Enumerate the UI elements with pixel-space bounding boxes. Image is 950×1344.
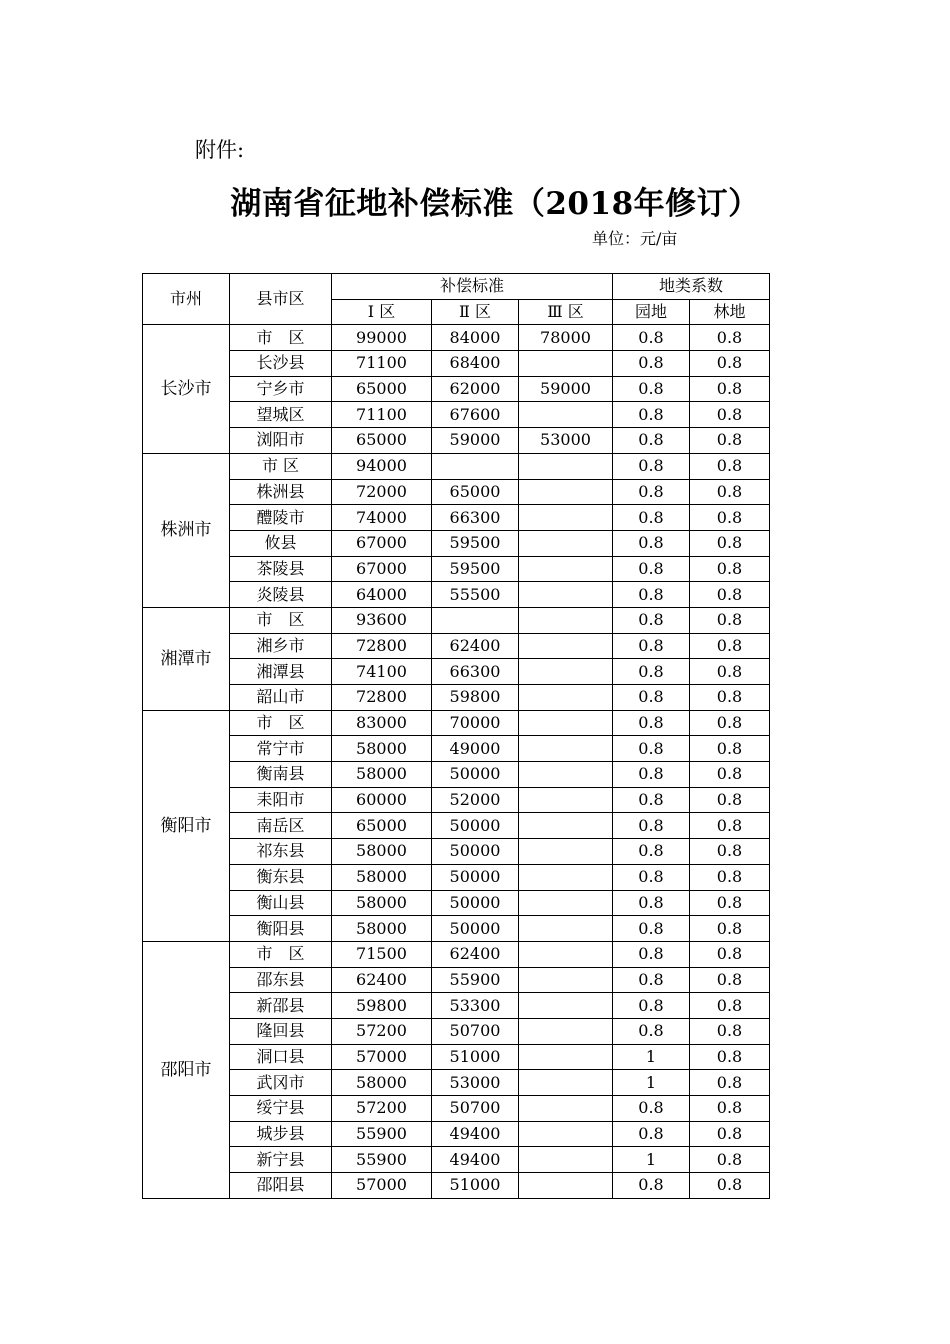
zone3-cell <box>519 762 613 788</box>
zone3-cell: 78000 <box>519 325 613 351</box>
table-row <box>143 787 770 813</box>
zone1-cell: 74000 <box>332 505 432 531</box>
zone3-cell <box>519 402 613 428</box>
county-cell: 新宁县 <box>230 1147 332 1173</box>
orchard-coef-cell: 0.8 <box>613 351 690 377</box>
table-row <box>143 1173 770 1199</box>
zone3-cell <box>519 916 613 942</box>
table-row <box>143 1096 770 1122</box>
zone3-cell <box>519 787 613 813</box>
zone1-cell: 65000 <box>332 813 432 839</box>
forest-coef-cell: 0.8 <box>690 402 770 428</box>
zone2-cell: 65000 <box>432 479 519 505</box>
orchard-coef-cell: 1 <box>613 1147 690 1173</box>
zone2-cell: 59800 <box>432 685 519 711</box>
table-row <box>143 479 770 505</box>
county-cell: 新邵县 <box>230 993 332 1019</box>
zone1-cell: 94000 <box>332 453 432 479</box>
zone1-cell: 71500 <box>332 941 432 967</box>
zone1-cell: 99000 <box>332 325 432 351</box>
orchard-coef-cell: 0.8 <box>613 710 690 736</box>
zone3-cell <box>519 1070 613 1096</box>
zone2-cell: 49000 <box>432 736 519 762</box>
county-cell: 武冈市 <box>230 1070 332 1096</box>
county-cell: 邵东县 <box>230 967 332 993</box>
compensation-table <box>142 273 770 1199</box>
orchard-coef-cell: 1 <box>613 1044 690 1070</box>
forest-coef-cell: 0.8 <box>690 556 770 582</box>
orchard-coef-cell: 0.8 <box>613 685 690 711</box>
forest-coef-cell: 0.8 <box>690 325 770 351</box>
zone3-cell <box>519 967 613 993</box>
forest-coef-cell: 0.8 <box>690 941 770 967</box>
zone2-cell: 50000 <box>432 762 519 788</box>
zone2-cell: 55500 <box>432 582 519 608</box>
orchard-coef-cell: 0.8 <box>613 864 690 890</box>
county-cell: 宁乡市 <box>230 376 332 402</box>
zone1-cell: 71100 <box>332 351 432 377</box>
forest-coef-cell: 0.8 <box>690 967 770 993</box>
zone2-cell: 49400 <box>432 1121 519 1147</box>
orchard-coef-cell: 0.8 <box>613 1173 690 1199</box>
county-cell: 炎陵县 <box>230 582 332 608</box>
orchard-coef-cell: 0.8 <box>613 530 690 556</box>
zone2-cell: 50000 <box>432 890 519 916</box>
orchard-coef-cell: 0.8 <box>613 762 690 788</box>
attachment-label: 附件: <box>195 138 245 162</box>
forest-coef-cell: 0.8 <box>690 376 770 402</box>
zone3-cell <box>519 813 613 839</box>
orchard-coef-cell: 0.8 <box>613 787 690 813</box>
table-row <box>143 916 770 942</box>
table-row <box>143 1147 770 1173</box>
table-row <box>143 993 770 1019</box>
orchard-coef-cell: 0.8 <box>613 839 690 865</box>
forest-coef-cell: 0.8 <box>690 1121 770 1147</box>
table-row <box>143 351 770 377</box>
orchard-coef-cell: 0.8 <box>613 582 690 608</box>
zone1-cell: 57000 <box>332 1044 432 1070</box>
orchard-coef-cell: 0.8 <box>613 890 690 916</box>
table-row <box>143 1044 770 1070</box>
county-cell: 邵阳县 <box>230 1173 332 1199</box>
zone1-cell: 57200 <box>332 1096 432 1122</box>
header-zone1: Ⅰ 区 <box>332 299 432 325</box>
county-cell: 湘潭县 <box>230 659 332 685</box>
orchard-coef-cell: 0.8 <box>613 325 690 351</box>
orchard-coef-cell: 0.8 <box>613 736 690 762</box>
zone2-cell: 52000 <box>432 787 519 813</box>
county-cell: 耒阳市 <box>230 787 332 813</box>
forest-coef-cell: 0.8 <box>690 890 770 916</box>
zone1-cell: 58000 <box>332 1070 432 1096</box>
zone2-cell: 70000 <box>432 710 519 736</box>
header-standard-group: 补偿标准 <box>332 274 613 300</box>
forest-coef-cell: 0.8 <box>690 1147 770 1173</box>
county-cell: 韶山市 <box>230 685 332 711</box>
zone3-cell <box>519 1096 613 1122</box>
header-city: 市州 <box>143 274 230 325</box>
zone2-cell: 66300 <box>432 659 519 685</box>
zone3-cell <box>519 453 613 479</box>
zone1-cell: 64000 <box>332 582 432 608</box>
forest-coef-cell: 0.8 <box>690 1018 770 1044</box>
orchard-coef-cell: 0.8 <box>613 659 690 685</box>
county-cell: 茶陵县 <box>230 556 332 582</box>
zone2-cell: 62400 <box>432 633 519 659</box>
zone2-cell: 62400 <box>432 941 519 967</box>
table-row <box>143 762 770 788</box>
table-row <box>143 428 770 454</box>
zone3-cell: 59000 <box>519 376 613 402</box>
zone2-cell: 59500 <box>432 530 519 556</box>
forest-coef-cell: 0.8 <box>690 916 770 942</box>
forest-coef-cell: 0.8 <box>690 993 770 1019</box>
zone2-cell: 66300 <box>432 505 519 531</box>
forest-coef-cell: 0.8 <box>690 813 770 839</box>
zone3-cell <box>519 556 613 582</box>
table-body <box>143 325 770 1198</box>
orchard-coef-cell: 0.8 <box>613 1121 690 1147</box>
county-cell: 衡阳县 <box>230 916 332 942</box>
forest-coef-cell: 0.8 <box>690 736 770 762</box>
zone2-cell: 53300 <box>432 993 519 1019</box>
orchard-coef-cell: 0.8 <box>613 428 690 454</box>
orchard-coef-cell: 0.8 <box>613 402 690 428</box>
county-cell: 湘乡市 <box>230 633 332 659</box>
forest-coef-cell: 0.8 <box>690 633 770 659</box>
table-row <box>143 1121 770 1147</box>
orchard-coef-cell: 0.8 <box>613 967 690 993</box>
zone3-cell <box>519 530 613 556</box>
table-row <box>143 325 770 351</box>
table-row <box>143 1070 770 1096</box>
zone1-cell: 72800 <box>332 633 432 659</box>
county-cell: 洞口县 <box>230 1044 332 1070</box>
county-cell: 株洲县 <box>230 479 332 505</box>
zone1-cell: 65000 <box>332 428 432 454</box>
table-row <box>143 710 770 736</box>
orchard-coef-cell: 0.8 <box>613 607 690 633</box>
zone3-cell <box>519 1147 613 1173</box>
zone1-cell: 59800 <box>332 993 432 1019</box>
county-cell: 市 区 <box>230 453 332 479</box>
table-row <box>143 633 770 659</box>
county-cell: 市 区 <box>230 710 332 736</box>
zone3-cell <box>519 505 613 531</box>
forest-coef-cell: 0.8 <box>690 659 770 685</box>
zone1-cell: 67000 <box>332 530 432 556</box>
zone1-cell: 93600 <box>332 607 432 633</box>
zone3-cell <box>519 710 613 736</box>
header-coef-group: 地类系数 <box>613 274 770 300</box>
zone1-cell: 58000 <box>332 864 432 890</box>
forest-coef-cell: 0.8 <box>690 1173 770 1199</box>
county-cell: 市 区 <box>230 941 332 967</box>
orchard-coef-cell: 0.8 <box>613 479 690 505</box>
zone2-cell: 50000 <box>432 916 519 942</box>
zone2-cell: 50700 <box>432 1018 519 1044</box>
county-cell: 浏阳市 <box>230 428 332 454</box>
zone2-cell: 59000 <box>432 428 519 454</box>
county-cell: 市 区 <box>230 607 332 633</box>
zone1-cell: 60000 <box>332 787 432 813</box>
zone2-cell: 50000 <box>432 813 519 839</box>
table-row <box>143 376 770 402</box>
county-cell: 南岳区 <box>230 813 332 839</box>
orchard-coef-cell: 0.8 <box>613 633 690 659</box>
county-cell: 隆回县 <box>230 1018 332 1044</box>
zone2-cell: 59500 <box>432 556 519 582</box>
zone1-cell: 71100 <box>332 402 432 428</box>
forest-coef-cell: 0.8 <box>690 762 770 788</box>
orchard-coef-cell: 0.8 <box>613 813 690 839</box>
table-row <box>143 530 770 556</box>
header-county: 县市区 <box>230 274 332 325</box>
county-cell: 醴陵市 <box>230 505 332 531</box>
zone2-cell: 68400 <box>432 351 519 377</box>
orchard-coef-cell: 0.8 <box>613 941 690 967</box>
zone1-cell: 65000 <box>332 376 432 402</box>
county-cell: 绥宁县 <box>230 1096 332 1122</box>
zone1-cell: 57000 <box>332 1173 432 1199</box>
document-title: 湖南省征地补偿标准（2018年修订） <box>230 186 760 222</box>
zone3-cell <box>519 351 613 377</box>
zone2-cell: 50700 <box>432 1096 519 1122</box>
forest-coef-cell: 0.8 <box>690 787 770 813</box>
table-row <box>143 941 770 967</box>
table-row <box>143 890 770 916</box>
county-cell: 城步县 <box>230 1121 332 1147</box>
unit-label: 单位：元/亩 <box>592 229 678 248</box>
forest-coef-cell: 0.8 <box>690 351 770 377</box>
table-row <box>143 453 770 479</box>
forest-coef-cell: 0.8 <box>690 453 770 479</box>
forest-coef-cell: 0.8 <box>690 1070 770 1096</box>
zone1-cell: 55900 <box>332 1121 432 1147</box>
zone3-cell <box>519 1121 613 1147</box>
county-cell: 衡南县 <box>230 762 332 788</box>
zone2-cell: 51000 <box>432 1173 519 1199</box>
zone2-cell: 53000 <box>432 1070 519 1096</box>
zone1-cell: 58000 <box>332 762 432 788</box>
zone3-cell <box>519 479 613 505</box>
zone3-cell <box>519 685 613 711</box>
table-row <box>143 607 770 633</box>
table-row <box>143 967 770 993</box>
table-row <box>143 402 770 428</box>
county-cell: 攸县 <box>230 530 332 556</box>
zone3-cell <box>519 864 613 890</box>
header-zone2: Ⅱ 区 <box>432 299 519 325</box>
zone3-cell <box>519 633 613 659</box>
header-zone3: Ⅲ 区 <box>519 299 613 325</box>
city-cell: 长沙市 <box>143 325 230 453</box>
orchard-coef-cell: 0.8 <box>613 556 690 582</box>
forest-coef-cell: 0.8 <box>690 685 770 711</box>
zone3-cell <box>519 1018 613 1044</box>
forest-coef-cell: 0.8 <box>690 428 770 454</box>
forest-coef-cell: 0.8 <box>690 1044 770 1070</box>
zone2-cell <box>432 607 519 633</box>
zone3-cell <box>519 890 613 916</box>
county-cell: 望城区 <box>230 402 332 428</box>
zone1-cell: 67000 <box>332 556 432 582</box>
forest-coef-cell: 0.8 <box>690 607 770 633</box>
orchard-coef-cell: 0.8 <box>613 453 690 479</box>
forest-coef-cell: 0.8 <box>690 479 770 505</box>
table-row <box>143 813 770 839</box>
zone1-cell: 83000 <box>332 710 432 736</box>
zone1-cell: 72800 <box>332 685 432 711</box>
orchard-coef-cell: 0.8 <box>613 1096 690 1122</box>
zone2-cell: 51000 <box>432 1044 519 1070</box>
zone3-cell <box>519 993 613 1019</box>
zone3-cell: 53000 <box>519 428 613 454</box>
city-cell: 邵阳市 <box>143 941 230 1198</box>
zone2-cell <box>432 453 519 479</box>
zone3-cell <box>519 941 613 967</box>
table-row <box>143 839 770 865</box>
forest-coef-cell: 0.8 <box>690 839 770 865</box>
zone1-cell: 58000 <box>332 890 432 916</box>
orchard-coef-cell: 0.8 <box>613 505 690 531</box>
table-row <box>143 505 770 531</box>
county-cell: 衡东县 <box>230 864 332 890</box>
table-row <box>143 659 770 685</box>
zone3-cell <box>519 1173 613 1199</box>
table-row <box>143 582 770 608</box>
header-orchard: 园地 <box>613 299 690 325</box>
zone1-cell: 72000 <box>332 479 432 505</box>
zone2-cell: 50000 <box>432 864 519 890</box>
county-cell: 长沙县 <box>230 351 332 377</box>
forest-coef-cell: 0.8 <box>690 1096 770 1122</box>
county-cell: 市 区 <box>230 325 332 351</box>
county-cell: 常宁市 <box>230 736 332 762</box>
zone1-cell: 58000 <box>332 839 432 865</box>
forest-coef-cell: 0.8 <box>690 864 770 890</box>
city-cell: 湘潭市 <box>143 607 230 710</box>
zone1-cell: 55900 <box>332 1147 432 1173</box>
header-forest: 林地 <box>690 299 770 325</box>
county-cell: 衡山县 <box>230 890 332 916</box>
zone1-cell: 58000 <box>332 736 432 762</box>
forest-coef-cell: 0.8 <box>690 582 770 608</box>
city-cell: 衡阳市 <box>143 710 230 941</box>
table-row <box>143 1018 770 1044</box>
table-row <box>143 685 770 711</box>
zone3-cell <box>519 736 613 762</box>
forest-coef-cell: 0.8 <box>690 505 770 531</box>
orchard-coef-cell: 0.8 <box>613 993 690 1019</box>
zone3-cell <box>519 607 613 633</box>
zone1-cell: 57200 <box>332 1018 432 1044</box>
orchard-coef-cell: 0.8 <box>613 916 690 942</box>
zone2-cell: 67600 <box>432 402 519 428</box>
orchard-coef-cell: 0.8 <box>613 376 690 402</box>
forest-coef-cell: 0.8 <box>690 710 770 736</box>
orchard-coef-cell: 0.8 <box>613 1018 690 1044</box>
zone2-cell: 55900 <box>432 967 519 993</box>
zone3-cell <box>519 582 613 608</box>
orchard-coef-cell: 1 <box>613 1070 690 1096</box>
zone3-cell <box>519 1044 613 1070</box>
zone2-cell: 62000 <box>432 376 519 402</box>
forest-coef-cell: 0.8 <box>690 530 770 556</box>
zone3-cell <box>519 839 613 865</box>
table-row <box>143 556 770 582</box>
table-row <box>143 736 770 762</box>
zone1-cell: 74100 <box>332 659 432 685</box>
zone1-cell: 58000 <box>332 916 432 942</box>
zone3-cell <box>519 659 613 685</box>
zone1-cell: 62400 <box>332 967 432 993</box>
city-cell: 株洲市 <box>143 453 230 607</box>
zone2-cell: 50000 <box>432 839 519 865</box>
zone2-cell: 84000 <box>432 325 519 351</box>
zone2-cell: 49400 <box>432 1147 519 1173</box>
county-cell: 祁东县 <box>230 839 332 865</box>
table-row <box>143 864 770 890</box>
